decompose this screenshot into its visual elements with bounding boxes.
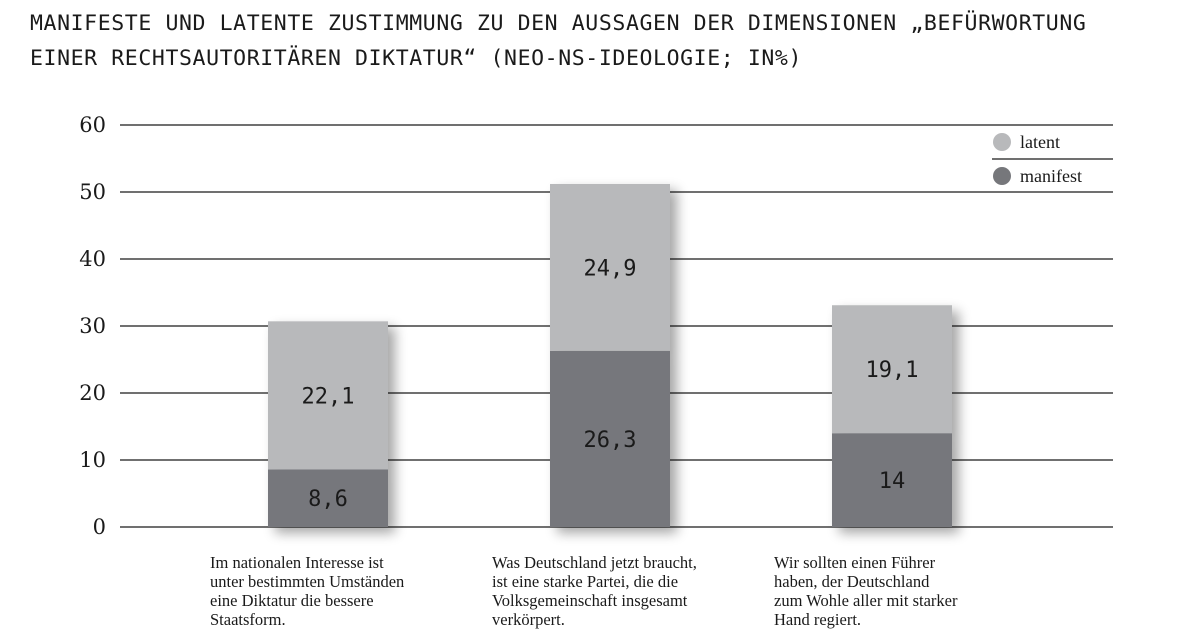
category-label-1-line-1: Im nationalen Interesse ist (210, 553, 384, 572)
data-label-latent-1: 22,1 (301, 384, 355, 410)
chart-title-line-1: MANIFESTE UND LATENTE ZUSTIMMUNG ZU DEN AUSSAGEN DER DIMENSIONEN „BEFÜRWORTUNG (30, 11, 1087, 36)
y-tick-label-20: 20 (79, 381, 106, 405)
legend (992, 132, 1113, 186)
category-label-1-line-2: unter bestimmten Umständen (210, 572, 405, 591)
y-axis-tick-labels (79, 113, 106, 539)
category-label-3-line-3: zum Wohle aller mit starker (774, 591, 958, 610)
data-label-manifest-3: 14 (878, 469, 906, 495)
category-label-2-line-4: verkörpert. (492, 610, 565, 629)
legend-swatch-manifest (993, 167, 1011, 185)
category-label-2-line-1: Was Deutschland jetzt braucht, (492, 553, 697, 572)
y-tick-label-10: 10 (79, 448, 106, 472)
y-tick-label-30: 30 (79, 314, 106, 338)
data-label-latent-3: 19,1 (865, 358, 919, 384)
y-tick-label-40: 40 (79, 247, 106, 271)
data-label-latent-2: 24,9 (583, 256, 637, 282)
category-label-1-line-4: Staatsform. (210, 610, 286, 629)
bar-stack-2 (550, 184, 670, 527)
category-labels (210, 553, 958, 629)
category-label-3-line-4: Hand regiert. (774, 610, 862, 629)
chart-title (30, 10, 1086, 71)
category-label-2-line-3: Volksgemeinschaft insgesamt (492, 591, 688, 610)
y-tick-label-50: 50 (79, 180, 106, 204)
legend-label-manifest: manifest (1020, 166, 1082, 186)
data-label-manifest-1: 8,6 (308, 487, 348, 513)
chart-title-line-2: EINER RECHTSAUTORITÄREN DIKTATUR“ (NEO-NS-IDEOLOGIE; IN%) (30, 46, 803, 71)
data-label-manifest-2: 26,3 (583, 427, 637, 453)
category-label-1-line-3: eine Diktatur die bessere (210, 591, 374, 610)
bars (268, 184, 952, 527)
category-label-2-line-2: ist eine starke Partei, die die (492, 572, 679, 591)
y-tick-label-0: 0 (92, 515, 106, 539)
legend-swatch-latent (993, 133, 1011, 151)
category-label-3-line-2: haben, der Deutschland (774, 572, 930, 591)
y-tick-label-60: 60 (79, 113, 106, 137)
category-label-3-line-1: Wir sollten einen Führer (774, 553, 936, 572)
legend-label-latent: latent (1020, 132, 1060, 152)
